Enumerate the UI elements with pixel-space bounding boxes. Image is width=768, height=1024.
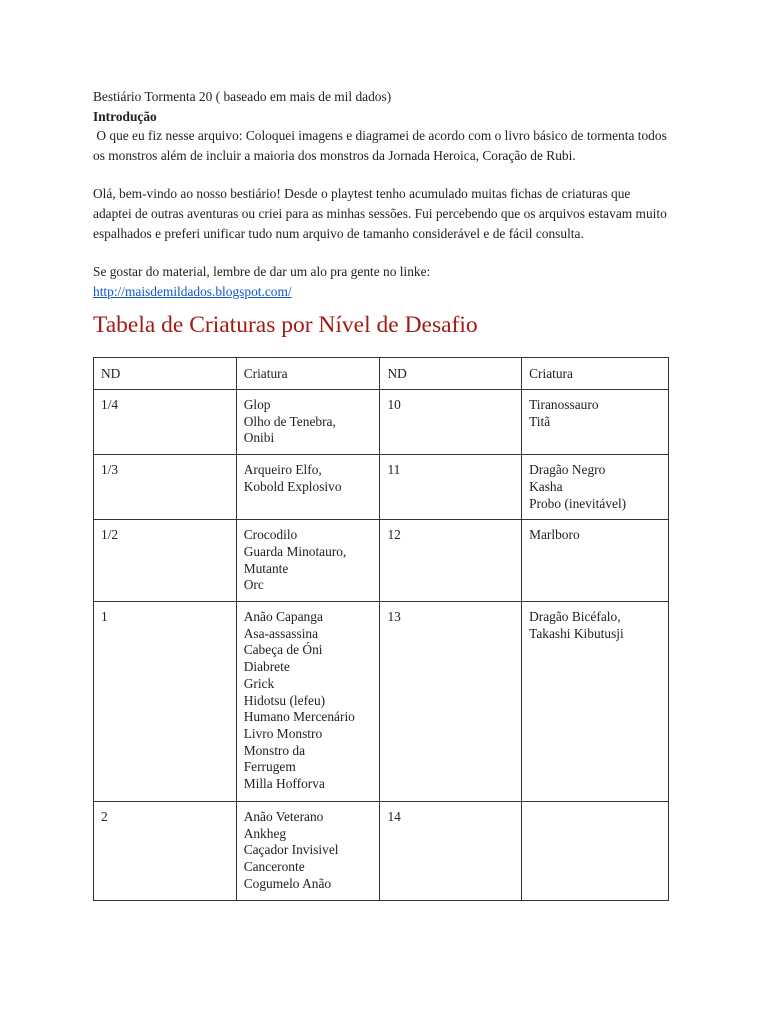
creature-name: Cabeça de Óni bbox=[243, 642, 323, 658]
table-row bbox=[94, 455, 669, 520]
creature-name: Kobold Explosivo bbox=[243, 478, 342, 494]
paragraph-gap bbox=[93, 243, 672, 262]
creature-name: Dragão Bicéfalo, bbox=[529, 609, 621, 625]
creature-cell-right bbox=[522, 390, 669, 455]
intro-heading: Introdução bbox=[93, 108, 157, 124]
creature-name: Titã bbox=[529, 413, 551, 429]
table-header-row bbox=[94, 358, 669, 390]
creature-name: Humano Mercenário bbox=[243, 709, 355, 725]
creature-name: Grick bbox=[243, 675, 275, 691]
creature-name: Hidotsu (lefeu) bbox=[243, 692, 326, 708]
creature-name: Onibi bbox=[243, 430, 275, 446]
creature-name: Mutante bbox=[243, 560, 289, 576]
creature-cell-left bbox=[236, 390, 380, 455]
nd-cell-right: 14 bbox=[380, 802, 522, 901]
table-row bbox=[94, 602, 669, 802]
table-heading: Tabela de Criaturas por Nível de Desafio bbox=[93, 312, 478, 339]
creature-name: Ferrugem bbox=[243, 759, 296, 775]
creature-name: Dragão Negro bbox=[529, 462, 606, 478]
nd-cell-right: 10 bbox=[380, 390, 522, 455]
creature-cell-left bbox=[236, 455, 380, 520]
creature-name: Tiranossauro bbox=[529, 397, 599, 413]
creature-name: Anão Veterano bbox=[243, 809, 324, 825]
header-nd-left: ND bbox=[94, 358, 237, 390]
creature-name: Orc bbox=[243, 577, 264, 593]
creature-name: Crocodilo bbox=[243, 527, 298, 543]
creature-cell-left bbox=[236, 802, 380, 901]
nd-cell-left: 1/4 bbox=[94, 390, 237, 455]
creature-name: Diabrete bbox=[243, 659, 290, 675]
creature-name: Livro Monstro bbox=[243, 726, 323, 741]
nd-cell-left: 2 bbox=[94, 802, 237, 901]
creature-name: Anão Capanga bbox=[243, 609, 323, 625]
blog-link[interactable]: http://maisdemildados.blogspot.com/ bbox=[93, 283, 292, 299]
creature-table bbox=[93, 357, 669, 900]
creature-cell-right bbox=[522, 602, 669, 802]
table-row bbox=[94, 802, 669, 901]
creature-cell-left bbox=[236, 520, 380, 602]
creature-name: Arqueiro Elfo, bbox=[243, 462, 322, 478]
creature-name: Takashi Kibutusji bbox=[529, 625, 624, 641]
creature-name: Kasha bbox=[529, 478, 563, 494]
nd-cell-left: 1/2 bbox=[94, 520, 237, 602]
creature-cell-left bbox=[236, 602, 380, 802]
creature-name: Milla Hofforva bbox=[243, 776, 325, 792]
creature-name: Olho de Tenebra, bbox=[243, 413, 336, 429]
nd-cell-right: 13 bbox=[380, 602, 522, 802]
paragraph-gap bbox=[93, 165, 672, 184]
like-paragraph: Se gostar do material, lembre de dar um alo pra gente no linke: bbox=[93, 264, 431, 280]
nd-cell-right: 11 bbox=[380, 455, 522, 520]
creature-name: Glop bbox=[243, 397, 271, 413]
creature-name: Marlboro bbox=[529, 527, 580, 543]
header-nd-right: ND bbox=[380, 358, 522, 390]
nd-cell-right: 12 bbox=[380, 520, 522, 602]
creature-name: Ankheg bbox=[243, 825, 287, 841]
table-row bbox=[94, 520, 669, 602]
creature-name: Caçador Invisivel bbox=[243, 842, 339, 858]
header-creature-left: Criatura bbox=[236, 358, 380, 390]
creature-name: Cogumelo Anão bbox=[243, 875, 332, 891]
creature-name: Probo (inevitável) bbox=[529, 495, 627, 511]
creature-name: Canceronte bbox=[243, 859, 305, 875]
header-creature-right: Criatura bbox=[522, 358, 669, 390]
creature-cell-right bbox=[522, 802, 669, 901]
document-title-line: Bestiário Tormenta 20 ( baseado em mais de mil dados) bbox=[93, 89, 392, 104]
creature-name: Guarda Minotauro, bbox=[243, 543, 347, 559]
creature-name: Asa-assassina bbox=[243, 625, 319, 641]
table-body bbox=[94, 390, 669, 901]
creature-cell-right bbox=[522, 455, 669, 520]
nd-cell-left: 1/3 bbox=[94, 455, 237, 520]
welcome-paragraph: Olá, bem-vindo ao nosso bestiário! Desde o playtest tenho acumulado muitas fichas de criaturas que adaptei de outras aventuras ou criei para as minhas sessões. Fui percebendo que os arquivos estavam muito espalhados e preferi unificar tudo num arquivo de tamanho considerável e de fácil consulta. bbox=[93, 186, 667, 241]
intro-paragraph: O que eu fiz nesse arquivo: Coloquei imagens e diagramei de acordo com o livro básico de tormenta todos os monstros além de incluir a maioria dos monstros da Jornada Heroica, Coração de Rubi. bbox=[93, 128, 671, 163]
creature-name: Monstro da bbox=[243, 742, 306, 758]
creature-cell-right bbox=[522, 520, 669, 602]
table-row bbox=[94, 390, 669, 455]
nd-cell-left: 1 bbox=[94, 602, 237, 802]
